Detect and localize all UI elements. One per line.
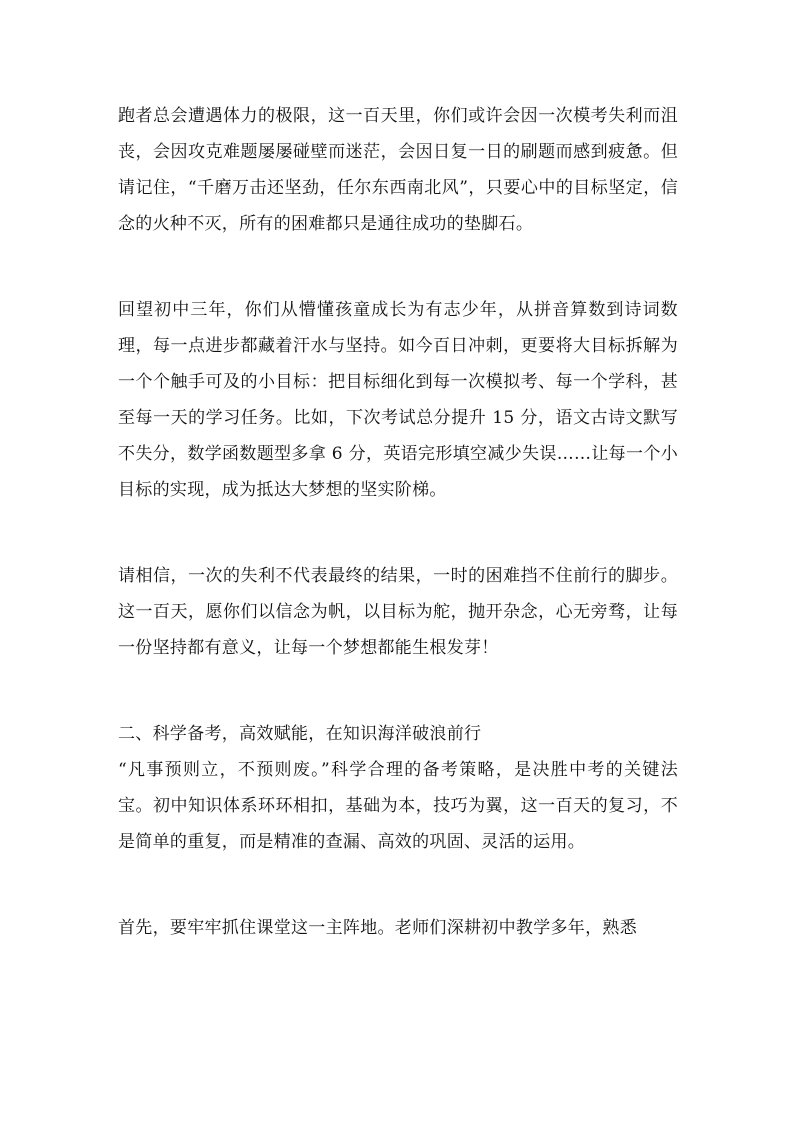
section-paragraph-2: 首先，要牢牢抓住课堂这一主阵地。老师们深耕初中教学多年，熟悉 [118, 918, 637, 938]
paragraph-2: 回望初中三年，你们从懵懂孩童成长为有志少年，从拼音算数到诗词数理，每一点进步都藏着汗水与坚持。如今百日冲刺，更要将大目标拆解为一个个触手可及的小目标：把目标细化到每一次模拟考、每一个学科，甚至每一天的学习任务。比如，下次考试总分提升 15 分，语文古诗文默写不失分，数学函数题型多拿 6 分，英语完形填空减少失误……让每一个小目标的实现，成为抵达大梦想的坚实阶梯。 [118, 300, 678, 500]
section-paragraph-1: “凡事预则立，不预则废。”科学合理的备考策略，是决胜中考的关键法宝。初中知识体系环环相扣，基础为本，技巧为翼，这一百天的复习，不是简单的重复，而是精准的查漏、高效的巩固、灵活的运用。 [118, 760, 678, 852]
paragraph-1: 跑者总会遭遇体力的极限，这一百天里，你们或许会因一次模考失利而沮丧，会因攻克难题屡屡碰壁而迷茫，会因日复一日的刷题而感到疲惫。但请记住，“千磨万击还坚劲，任尔东西南北风”，只要心中的目标坚定，信念的火种不灭，所有的困难都只是通往成功的垫脚石。 [118, 106, 678, 234]
paragraph-3: 请相信，一次的失利不代表最终的结果，一时的困难挡不住前行的脚步。这一百天，愿你们以信念为帆，以目标为舵，抛开杂念，心无旁骛，让每一份坚持都有意义，让每一个梦想都能生根发芽！ [118, 566, 678, 658]
section-heading: 二、科学备考，高效赋能，在知识海洋破浪前行 [118, 724, 482, 744]
document-body [118, 98, 678, 946]
